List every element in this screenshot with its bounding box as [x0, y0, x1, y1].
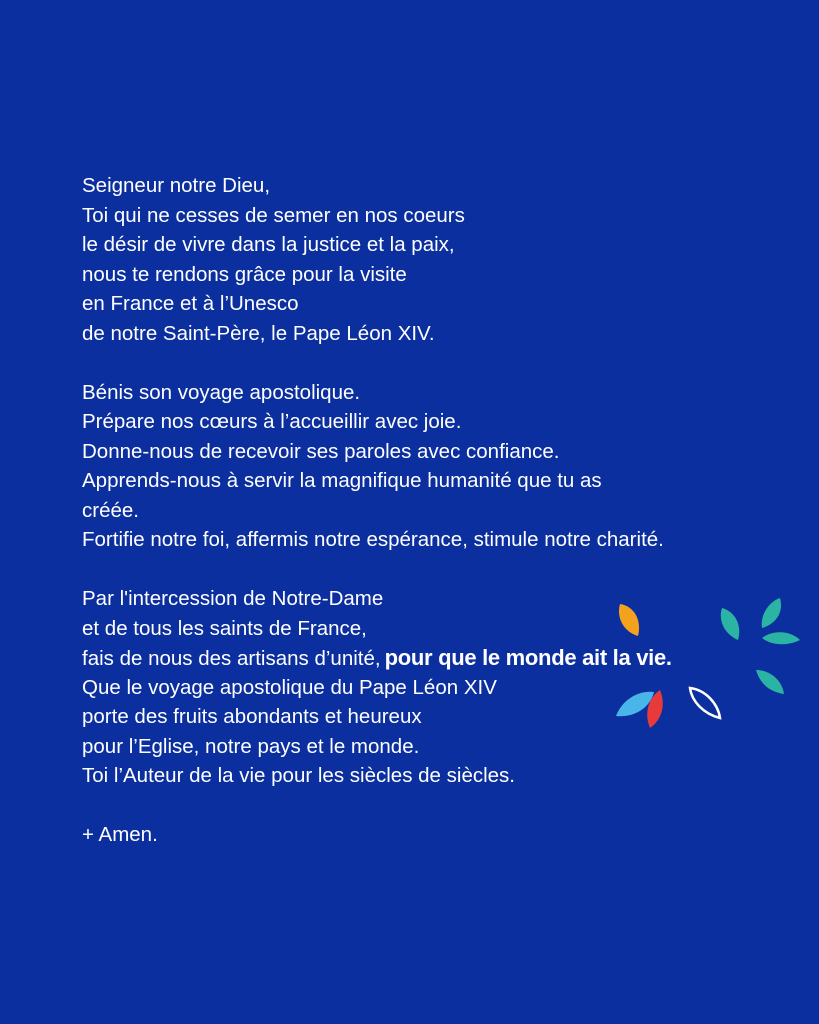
prayer-line: créée. — [82, 498, 139, 522]
prayer-line: fais de nous des artisans d’unité, — [82, 647, 381, 670]
stanza-gap — [82, 348, 782, 378]
closing-amen: + Amen. — [82, 823, 158, 846]
motto-text: pour que le monde ait la vie. — [384, 645, 672, 670]
petals-logo-icon — [610, 590, 805, 740]
petal-teal-3 — [762, 632, 800, 644]
prayer-line: Bénis son voyage apostolique. — [82, 380, 361, 404]
prayer-line: Fortifie notre foi, affermis notre espérance, stimule notre charité. — [82, 528, 664, 551]
prayer-line: pour l’Eglise, notre pays et le monde. — [82, 734, 420, 758]
prayer-line: Apprends-nous à servir la magnifique humanité que tu as — [82, 469, 602, 492]
stanza-gap — [82, 555, 782, 585]
prayer-line: le désir de vivre dans la justice et la paix, — [82, 233, 455, 256]
stanza-gap — [82, 791, 782, 821]
prayer-line: nous te rendons grâce pour la visite — [82, 262, 407, 286]
prayer-line: Toi l’Auteur de la vie pour les siècles de siècles. — [82, 764, 515, 787]
prayer-line: Que le voyage apostolique du Pape Léon XIV — [82, 675, 497, 699]
petal-teal-4 — [756, 670, 784, 694]
prayer-line: de notre Saint-Père, le Pape Léon XIV. — [82, 321, 435, 345]
petal-teal-1 — [721, 608, 739, 640]
prayer-line: et de tous les saints de France, — [82, 616, 367, 640]
prayer-line: Donne-nous de recevoir ses paroles avec confiance. — [82, 439, 560, 463]
prayer-text — [82, 171, 782, 850]
prayer-line: Prépare nos cœurs à l’accueillir avec joie. — [82, 410, 462, 433]
prayer-line: Toi qui ne cesses de semer en nos coeurs — [82, 203, 465, 227]
prayer-line: Par l'intercession de Notre-Dame — [82, 587, 384, 610]
prayer-line: en France et à l’Unesco — [82, 292, 299, 315]
petal-navy-outline — [690, 688, 720, 718]
petal-teal-2 — [762, 598, 781, 628]
petal-orange — [619, 604, 639, 636]
prayer-line: Seigneur notre Dieu, — [82, 174, 271, 197]
prayer-line: porte des fruits abondants et heureux — [82, 705, 422, 728]
